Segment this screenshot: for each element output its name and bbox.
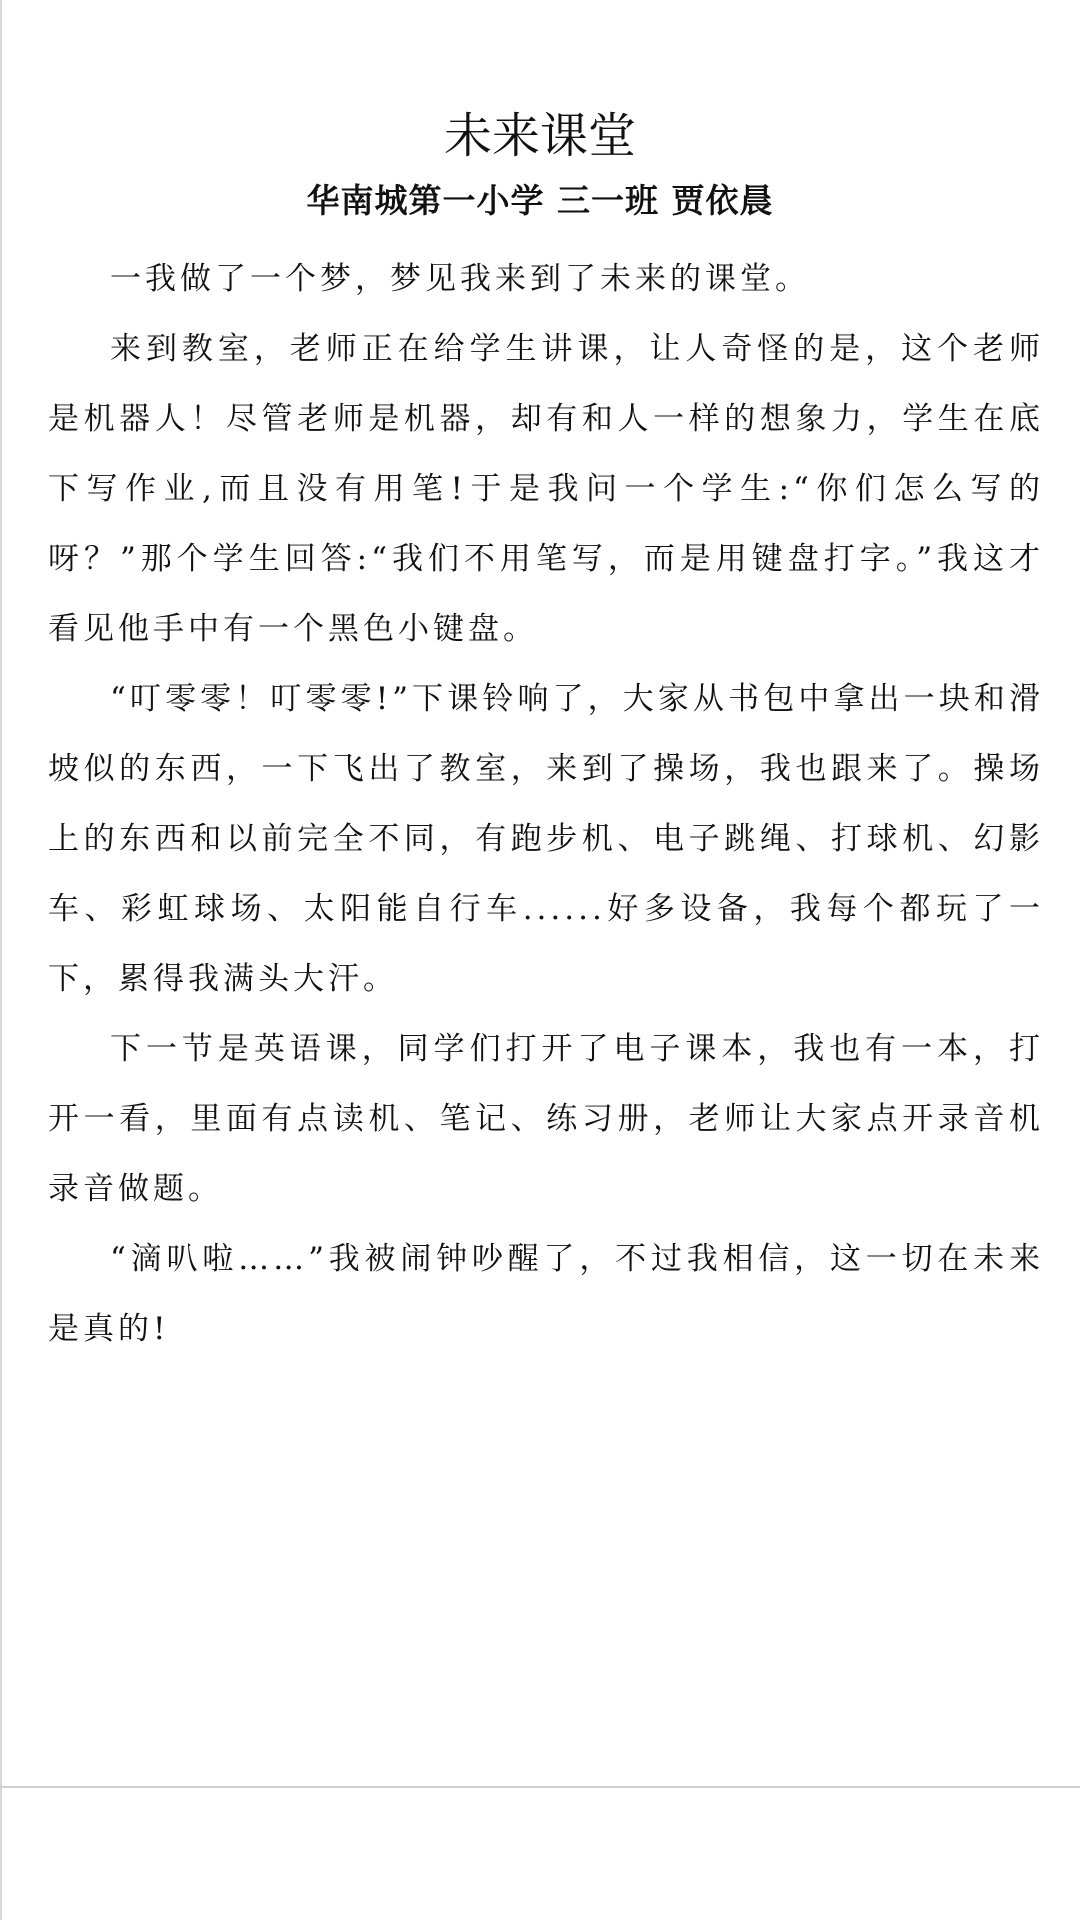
paragraph: “叮零零！叮零零!”下课铃响了，大家从书包中拿出一块和滑坡似的东西，一下飞出了教室，来到了操场，我也跟来了。操场上的东西和以前完全不同，有跑步机、电子跳绳、打球机、幻影车、彩虹球场、太阳能自行车......好多设备，我每个都玩了一下，累得我满头大汗。 (48, 681, 1044, 997)
paragraph: 下一节是英语课，同学们打开了电子课本，我也有一本，打开一看，里面有点读机、笔记、练习册，老师让大家点开录音机录音做题。 (48, 1031, 1044, 1207)
page-left-border (0, 0, 2, 1920)
paragraph: “滴叭啦……”我被闹钟吵醒了，不过我相信，这一切在未来是真的! (48, 1241, 1044, 1347)
paragraph: 来到教室，老师正在给学生讲课，让人奇怪的是，这个老师是机器人！尽管老师是机器，却有和人一样的想象力，学生在底下写作业,而且没有用笔!于是我问一个学生:“你们怎么写的呀？”那个学生回答:“我们不用笔写，而是用键盘打字。”我这才看见他手中有一个黑色小键盘。 (48, 331, 1044, 647)
page-bottom-divider (0, 1786, 1080, 1788)
essay-body (48, 244, 1044, 1364)
paragraph: 一我做了一个梦，梦见我来到了未来的课堂。 (110, 261, 810, 297)
author-byline: 华南城第一小学 三一班 贾依晨 (306, 181, 774, 220)
essay-title: 未来课堂 (443, 108, 636, 164)
